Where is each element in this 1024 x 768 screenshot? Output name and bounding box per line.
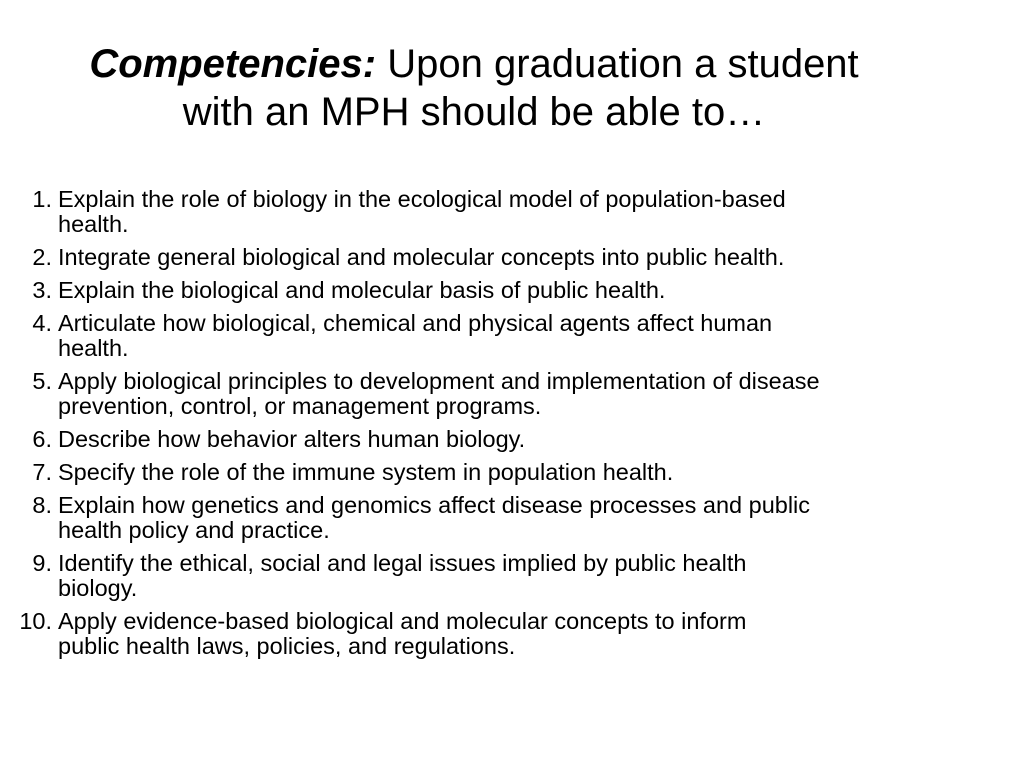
item-number: 9. xyxy=(32,550,52,576)
competency-list xyxy=(0,187,1010,667)
item-number: 6. xyxy=(32,426,52,452)
title-text-line2: with an MPH should be able to… xyxy=(182,90,766,134)
item-number: 7. xyxy=(32,459,52,485)
item-number: 8. xyxy=(32,492,52,518)
item-text: Apply evidence-based biological and molecular concepts to inform xyxy=(58,608,747,634)
competency-item xyxy=(0,427,1010,452)
item-number: 10. xyxy=(19,608,52,634)
item-text: Explain the biological and molecular basis of public health. xyxy=(58,277,666,303)
item-number: 3. xyxy=(32,277,52,303)
item-text: Integrate general biological and molecular concepts into public health. xyxy=(58,244,785,270)
item-text: health policy and practice. xyxy=(58,517,330,543)
item-number: 2. xyxy=(32,244,52,270)
item-text: Explain how genetics and genomics affect disease processes and public xyxy=(58,492,811,518)
title-emphasis: Competencies: xyxy=(89,42,377,86)
competency-item xyxy=(0,311,1010,361)
item-text: Identify the ethical, social and legal issues implied by public health xyxy=(58,550,747,576)
competency-item xyxy=(0,493,1010,543)
competency-item xyxy=(0,187,1010,237)
item-number: 4. xyxy=(32,310,52,336)
competency-item xyxy=(0,551,1010,601)
competency-item xyxy=(0,278,1010,303)
item-number: 1. xyxy=(32,186,52,212)
item-text: biology. xyxy=(58,575,138,601)
competency-item xyxy=(0,369,1010,419)
competency-item xyxy=(0,245,1010,270)
item-text: Apply biological principles to development and implementation of disease xyxy=(58,368,820,394)
item-text: Articulate how biological, chemical and physical agents affect human xyxy=(58,310,773,336)
item-number: 5. xyxy=(32,368,52,394)
item-text: health. xyxy=(58,335,129,361)
competency-item xyxy=(0,460,1010,485)
item-text: Describe how behavior alters human biology. xyxy=(58,426,526,452)
item-text: public health laws, policies, and regulations. xyxy=(58,633,516,659)
item-text: health. xyxy=(58,211,129,237)
title-text-line1: Upon graduation a student xyxy=(387,42,859,86)
slide-title xyxy=(0,40,948,136)
item-text: Explain the role of biology in the ecological model of population-based xyxy=(58,186,786,212)
item-text: prevention, control, or management programs. xyxy=(58,393,542,419)
item-text: Specify the role of the immune system in population health. xyxy=(58,459,674,485)
competency-item xyxy=(0,609,1010,659)
